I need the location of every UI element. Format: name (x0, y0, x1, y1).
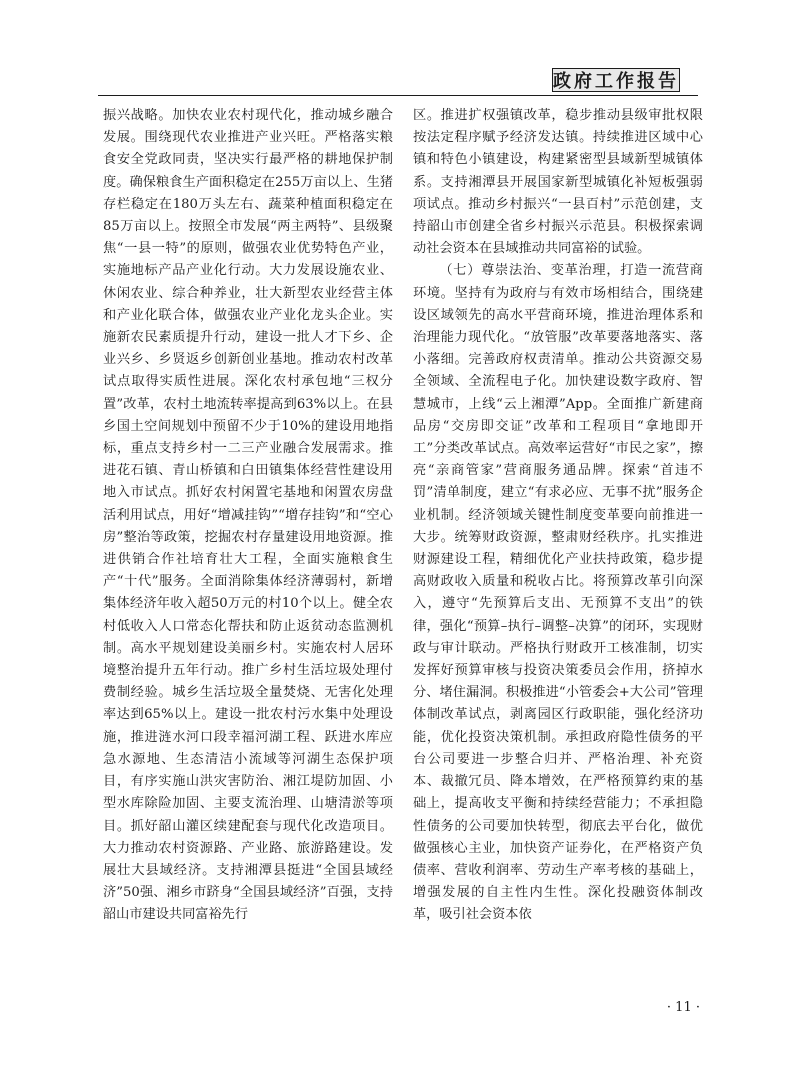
left-paragraph: 振兴战略。加快农业农村现代化，推动城乡融合发展。围绕现代农业推进产业兴旺。严格落实粮食安全党政同责，坚决实行最严格的耕地保护制度。确保粮食生产面积稳定在255万亩以上、生猪存栏稳定在180万头左右、蔬菜种植面积稳定在85万亩以上。按照全市发展“两主两特”、县级聚焦“一县一特”的原则，做强农业优势特色产业，实施地标产品产业化行动。大力发展设施农业、休闲农业、综合种养业，壮大新型农业经营主体和产业化联合体，做强农业产业化龙头企业。实施新农民素质提升行动，建设一批人才下乡、企业兴乡、乡贤返乡创新创业基地。推动农村改革试点取得实质性进展。深化农村承包地“三权分置”改革，农村土地流转率提高到63%以上。在县乡国土空间规划中预留不少于10%的建设用地指标，重点支持乡村一二三产业融合发展需求。推进花石镇、青山桥镇和白田镇集体经营性建设用地入市试点。抓好农村闲置宅基地和闲置农房盘活利用试点，用好“增减挂钩”“增存挂钩”和“空心房”整治等政策，挖掘农村存量建设用地资源。推进供销合作社培育壮大工程，全面实施粮食生产“十代”服务。全面消除集体经济薄弱村，新增集体经济年收入超50万元的村10个以上。健全农村低收入人口常态化帮扶和防止返贫动态监测机制。高水平规划建设美丽乡村。实施农村人居环境整治提升五年行动。推广乡村生活垃圾处理付费制经验。城乡生活垃圾全量焚烧、无害化处理率达到65%以上。建设一批农村污水集中处理设施，推进涟水河口段幸福河湖工程、跃进水库应急水源地、生态清洁小流域等河湖生态保护项目，有序实施山洪灾害防治、湘江堤防加固、小型水库除险加固、主要支流治理、山塘清淤等项目。抓好韶山灌区续建配套与现代化改造项目。大力推动农村资源路、产业路、旅游路建设。发展壮大县域经济。支持湘潭县挺进“全国县域经济”50强、湘乡市跻身“全国县域经济”百强，支持韶山市建设共同富裕先行 (103, 108, 393, 923)
section-heading: （七）尊崇法治、变革治理，打造一流营商环境。 (413, 263, 703, 301)
section-body: 坚持有为政府与有效市场相结合，围绕建设区域领先的高水平营商环境，推进治理体系和治理能力现代化。“放管服”改革要落地落实、落小落细。完善政府权责清单。推动公共资源交易全领域、全流程电子化。加快建设数字政府、智慧城市，上线“云上湘潭”App。全面推广新建商品房“交房即交证”改革和工程项目“拿地即开工”分类改革试点。高效率运营好“市民之家”，擦亮“亲商管家”营商服务通品牌。探索“首违不罚”清单制度，建立“有求必应、无事不扰”服务企业机制。经济领域关键性制度变革要向前推进一大步。统筹财政资源，整肃财经秩序。扎实推进财源建设工程，精细优化产业扶持政策，稳步提高财政收入质量和税收占比。将预算改革引向深入，遵守“先预算后支出、无预算不支出”的铁律，强化“预算–执行–调整–决算”的闭环，实现财政与审计联动。严格执行财政开工核准制，切实发挥好预算审核与投资决策委员会作用，挤掉水分、堵住漏洞。积极推进“小管委会+大公司”管理体制改革试点，剥离园区行政职能，强化经济功能，优化投资决策机制。承担政府隐性债务的平台公司要进一步整合归并、严格治理、补充资本、裁撤冗员、降本增效，在严格预算约束的基础上，提高收支平衡和持续经营能力；不承担隐性债务的公司要加快转型，彻底去平台化，做优做强核心主业，加快资产证券化，在严格资产负债率、营收利润率、劳动生产率考核的基础上，增强发展的自主性内生性。深化投融资体制改革，吸引社会资本依 (413, 285, 704, 923)
header-divider (98, 95, 698, 96)
report-section-title: 政府工作报告 (552, 68, 680, 92)
right-paragraph-2 (413, 260, 703, 926)
right-paragraph-1: 区。推进扩权强镇改革，稳步推动县级审批权限按法定程序赋予经济发达镇。持续推进区域中心镇和特色小镇建设，构建紧密型县域新型城镇体系。支持湘潭县开展国家新型城镇化补短板强弱项试点。推动乡村振兴“一县百村”示范创建，支持韶山市创建全省乡村振兴示范县。积极探索调动社会资本在县域推动共同富裕的试验。 (413, 108, 703, 257)
right-column (413, 105, 703, 927)
left-column (103, 105, 393, 927)
page-number: · 11 · (666, 1000, 700, 1015)
